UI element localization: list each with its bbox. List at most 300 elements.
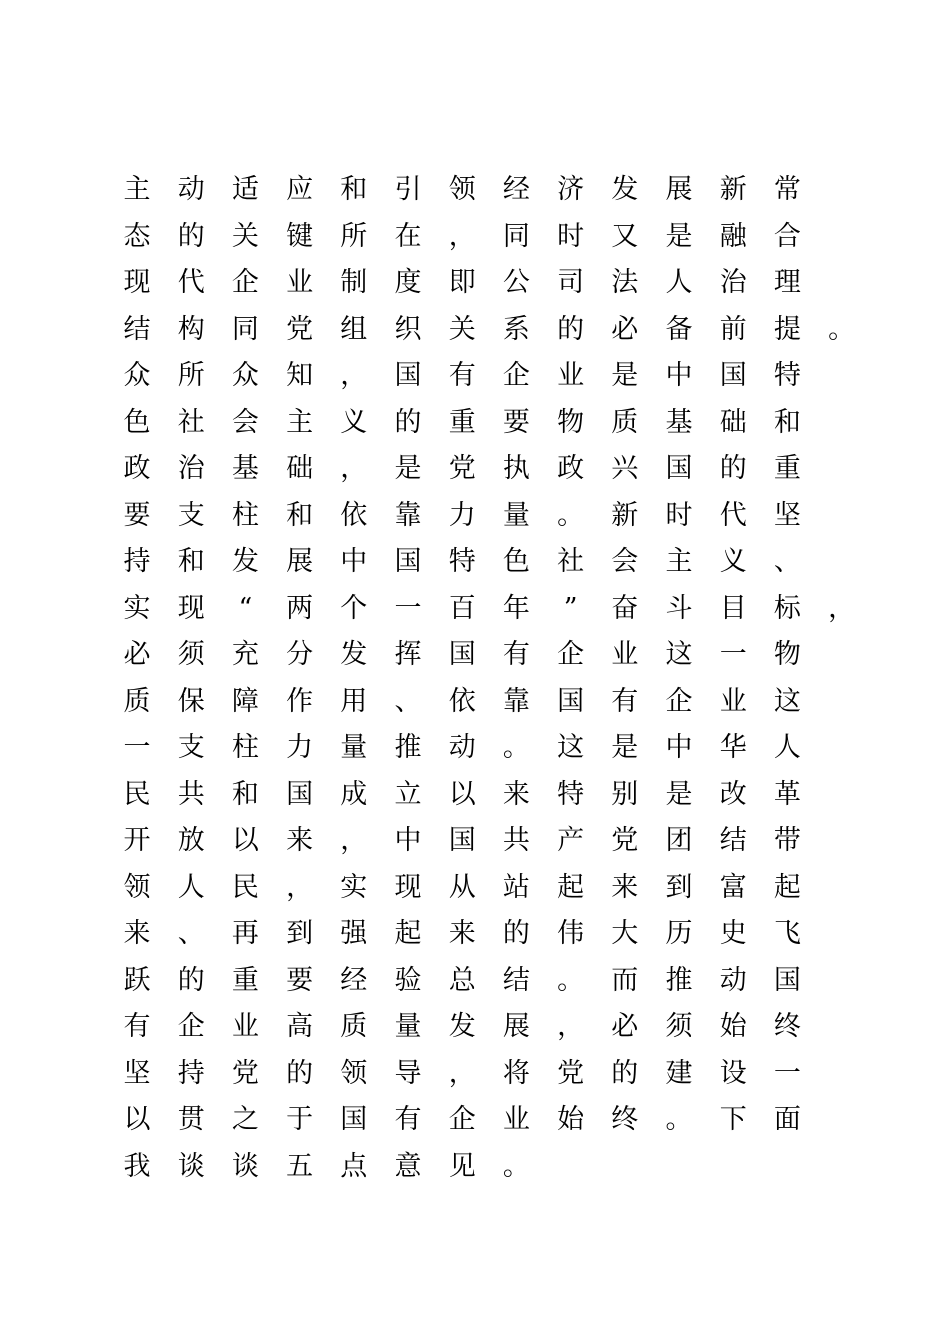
text-glyph: 业 — [502, 1104, 530, 1135]
text-glyph: 众 — [123, 360, 151, 391]
text-line — [110, 353, 870, 400]
text-glyph: 成 — [340, 778, 368, 810]
text-glyph: 而 — [611, 964, 639, 996]
text-glyph: 一 — [394, 592, 422, 624]
text-glyph: 新 — [611, 499, 639, 531]
text-glyph: 是 — [665, 778, 693, 810]
text-glyph: 伟 — [557, 918, 585, 949]
text-line — [110, 1051, 870, 1098]
text-glyph: 以 — [448, 778, 476, 810]
text-glyph: 这 — [773, 685, 801, 717]
text-glyph: 前 — [719, 313, 747, 345]
text-glyph: 大 — [611, 918, 639, 949]
text-glyph: 到 — [665, 871, 693, 903]
text-glyph: 持 — [177, 1057, 205, 1089]
text-glyph: 。 — [502, 732, 530, 763]
text-glyph: 以 — [231, 825, 259, 856]
text-glyph: 有 — [123, 1011, 151, 1042]
text-glyph: 态 — [123, 220, 151, 252]
text-glyph: 适 — [231, 174, 259, 205]
text-glyph: 来 — [286, 825, 314, 856]
text-glyph: 作 — [286, 685, 314, 717]
text-glyph: 要 — [286, 964, 314, 996]
text-line — [110, 865, 870, 912]
text-line — [110, 214, 870, 261]
text-glyph: 量 — [394, 1011, 422, 1042]
text-glyph: 业 — [557, 360, 585, 391]
text-glyph: 党 — [286, 313, 314, 345]
text-glyph: 质 — [123, 685, 151, 717]
text-glyph: ， — [340, 825, 368, 856]
text-glyph: 下 — [719, 1104, 747, 1135]
text-line — [110, 260, 870, 307]
text-glyph: 强 — [340, 918, 368, 949]
text-glyph: 挥 — [394, 639, 422, 670]
text-glyph: 中 — [394, 825, 422, 856]
text-line — [110, 1097, 870, 1144]
text-glyph: 代 — [177, 267, 205, 298]
text-glyph: 国 — [286, 778, 314, 810]
text-glyph: 华 — [719, 732, 747, 763]
text-glyph: 代 — [719, 499, 747, 531]
text-glyph: 团 — [665, 825, 693, 856]
text-glyph: 是 — [611, 360, 639, 391]
text-glyph: 革 — [773, 778, 801, 810]
text-glyph: 所 — [177, 360, 205, 391]
text-glyph: 社 — [177, 406, 205, 438]
text-glyph: 来 — [611, 871, 639, 903]
text-glyph: 依 — [448, 685, 476, 717]
text-glyph: 经 — [340, 964, 368, 996]
text-glyph: 兴 — [611, 453, 639, 484]
text-glyph: 有 — [502, 639, 530, 670]
text-glyph: 和 — [286, 499, 314, 531]
text-glyph: 必 — [611, 313, 639, 345]
text-glyph: ， — [286, 871, 314, 903]
text-glyph: 目 — [719, 592, 747, 624]
text-glyph: 中 — [665, 360, 693, 391]
text-glyph: 高 — [286, 1011, 314, 1042]
text-glyph: 靠 — [502, 685, 530, 717]
text-glyph: 飞 — [773, 918, 801, 949]
text-glyph: 领 — [448, 174, 476, 205]
text-glyph: 。 — [502, 1150, 530, 1182]
text-glyph: 国 — [557, 685, 585, 717]
text-glyph: 法 — [611, 267, 639, 298]
text-glyph: 量 — [502, 499, 530, 531]
text-glyph: 始 — [557, 1104, 585, 1135]
text-glyph: 柱 — [231, 732, 259, 763]
text-glyph: 企 — [557, 639, 585, 670]
text-glyph: 键 — [286, 220, 314, 252]
text-glyph: 政 — [123, 453, 151, 484]
text-glyph: 同 — [231, 313, 259, 345]
text-glyph: 起 — [773, 871, 801, 903]
text-glyph: 党 — [231, 1057, 259, 1089]
text-line — [110, 958, 870, 1005]
text-glyph: 。 — [557, 964, 585, 996]
text-glyph: 业 — [719, 685, 747, 717]
text-glyph: 人 — [665, 267, 693, 298]
text-glyph: 即 — [448, 267, 476, 298]
text-glyph: 别 — [611, 778, 639, 810]
text-glyph: 应 — [286, 174, 314, 205]
text-glyph: 带 — [773, 825, 801, 856]
text-glyph: ， — [340, 453, 368, 484]
text-glyph: 跃 — [123, 964, 151, 996]
text-glyph: 众 — [231, 360, 259, 391]
text-glyph: 来 — [123, 918, 151, 949]
text-glyph: 共 — [177, 778, 205, 810]
text-glyph: 党 — [611, 825, 639, 856]
text-glyph: 国 — [665, 453, 693, 484]
text-glyph: 的 — [611, 1057, 639, 1089]
text-glyph: ， — [557, 1011, 585, 1042]
text-glyph: 物 — [557, 406, 585, 438]
text-glyph: 总 — [448, 964, 476, 996]
text-glyph: 意 — [394, 1150, 422, 1182]
text-glyph: 和 — [231, 778, 259, 810]
text-glyph: 发 — [611, 174, 639, 205]
text-line — [110, 493, 870, 540]
text-glyph: 站 — [502, 871, 530, 903]
text-glyph: 色 — [123, 406, 151, 438]
text-glyph: 会 — [611, 546, 639, 577]
text-glyph: 基 — [665, 406, 693, 438]
text-glyph: 公 — [502, 267, 530, 298]
text-glyph: 。 — [557, 499, 585, 531]
text-glyph: 、 — [394, 685, 422, 717]
text-glyph: 特 — [448, 546, 476, 577]
text-glyph: 现 — [123, 267, 151, 298]
text-glyph: 的 — [286, 1057, 314, 1089]
text-glyph: 业 — [231, 1011, 259, 1042]
text-glyph: 须 — [177, 639, 205, 670]
text-glyph: 理 — [773, 267, 801, 298]
text-glyph: 依 — [340, 499, 368, 531]
text-glyph: 验 — [394, 964, 422, 996]
text-glyph: 改 — [719, 778, 747, 810]
text-line — [110, 772, 870, 819]
text-glyph: 国 — [448, 639, 476, 670]
text-glyph: 支 — [177, 732, 205, 763]
text-glyph: 要 — [123, 499, 151, 531]
text-glyph: 合 — [773, 220, 801, 252]
text-glyph: 障 — [231, 685, 259, 717]
text-glyph: 提 — [773, 313, 801, 345]
text-glyph: 年 — [502, 592, 530, 624]
text-glyph: 从 — [448, 871, 476, 903]
text-glyph: 必 — [123, 639, 151, 670]
text-glyph: 谈 — [231, 1150, 259, 1182]
text-line — [110, 586, 870, 633]
text-glyph: 起 — [394, 918, 422, 949]
text-glyph: 斗 — [665, 592, 693, 624]
text-glyph: 产 — [557, 825, 585, 856]
text-glyph: 又 — [611, 220, 639, 252]
text-glyph: 的 — [502, 918, 530, 949]
text-glyph: 是 — [611, 732, 639, 763]
text-glyph: 组 — [340, 313, 368, 345]
text-glyph: 质 — [340, 1011, 368, 1042]
text-glyph: 和 — [177, 546, 205, 577]
text-glyph: 靠 — [394, 499, 422, 531]
text-glyph: 民 — [123, 778, 151, 810]
text-glyph: 导 — [394, 1057, 422, 1089]
text-glyph: 起 — [557, 871, 585, 903]
text-glyph: 动 — [719, 964, 747, 996]
text-glyph: ， — [828, 592, 856, 624]
text-glyph: 史 — [719, 918, 747, 949]
text-glyph: 主 — [665, 546, 693, 577]
text-glyph: 谈 — [177, 1150, 205, 1182]
text-glyph: 结 — [502, 964, 530, 996]
text-glyph: 知 — [286, 360, 314, 391]
text-glyph: 动 — [448, 732, 476, 763]
text-glyph: 国 — [719, 360, 747, 391]
text-glyph: 一 — [773, 1057, 801, 1089]
text-glyph: 历 — [665, 918, 693, 949]
text-glyph: 企 — [665, 685, 693, 717]
text-glyph: 之 — [231, 1104, 259, 1135]
text-glyph: 推 — [665, 964, 693, 996]
text-glyph: 色 — [502, 546, 530, 577]
text-glyph: 分 — [286, 639, 314, 670]
text-glyph: 领 — [123, 871, 151, 903]
text-glyph: 现 — [177, 592, 205, 624]
text-glyph: 中 — [340, 546, 368, 577]
text-glyph: 来 — [448, 918, 476, 949]
text-glyph: 系 — [502, 313, 530, 345]
text-glyph: 一 — [719, 639, 747, 670]
text-glyph: 时 — [665, 499, 693, 531]
text-glyph: 这 — [665, 639, 693, 670]
text-glyph: 重 — [231, 964, 259, 996]
text-glyph: 经 — [502, 174, 530, 205]
text-glyph: 标 — [773, 592, 801, 624]
text-glyph: 到 — [286, 918, 314, 949]
text-glyph: 领 — [340, 1057, 368, 1089]
text-glyph: 础 — [286, 453, 314, 484]
text-glyph: 的 — [177, 964, 205, 996]
text-glyph: 治 — [177, 453, 205, 484]
text-glyph: 业 — [286, 267, 314, 298]
text-glyph: 以 — [123, 1104, 151, 1135]
text-line — [110, 1144, 870, 1191]
text-glyph: ， — [340, 360, 368, 391]
text-glyph: 这 — [557, 732, 585, 763]
text-glyph: 制 — [340, 267, 368, 298]
text-glyph: 国 — [394, 546, 422, 577]
text-glyph: 充 — [231, 639, 259, 670]
text-glyph: 展 — [286, 546, 314, 577]
text-glyph: 发 — [448, 1011, 476, 1042]
text-glyph: 展 — [502, 1011, 530, 1042]
text-glyph: 织 — [394, 313, 422, 345]
text-glyph: 持 — [123, 546, 151, 577]
text-glyph: 物 — [773, 639, 801, 670]
text-glyph: 国 — [448, 825, 476, 856]
text-glyph: 民 — [231, 871, 259, 903]
text-glyph: 。 — [828, 313, 856, 345]
text-glyph: 结 — [719, 825, 747, 856]
text-glyph: 企 — [231, 267, 259, 298]
text-glyph: 司 — [557, 267, 585, 298]
text-glyph: 党 — [448, 453, 476, 484]
text-glyph: 共 — [502, 825, 530, 856]
text-glyph: 我 — [123, 1150, 151, 1182]
text-glyph: 和 — [773, 406, 801, 438]
text-glyph: 有 — [394, 1104, 422, 1135]
text-glyph: 义 — [719, 546, 747, 577]
text-glyph: 时 — [557, 220, 585, 252]
text-glyph: 国 — [340, 1104, 368, 1135]
text-glyph: 要 — [502, 406, 530, 438]
text-glyph: 治 — [719, 267, 747, 298]
text-glyph: 的 — [177, 220, 205, 252]
text-glyph: 构 — [177, 313, 205, 345]
text-glyph: 国 — [773, 964, 801, 996]
text-glyph: 百 — [448, 592, 476, 624]
text-glyph: 结 — [123, 313, 151, 345]
text-glyph: 坚 — [123, 1057, 151, 1089]
text-glyph: 终 — [773, 1011, 801, 1042]
text-glyph: 展 — [665, 174, 693, 205]
text-glyph: 建 — [665, 1057, 693, 1089]
text-glyph: 来 — [502, 778, 530, 810]
text-glyph: 将 — [502, 1057, 530, 1089]
text-glyph: 五 — [286, 1150, 314, 1182]
text-glyph: 济 — [557, 174, 585, 205]
text-glyph: 所 — [340, 220, 368, 252]
text-glyph: 主 — [123, 174, 151, 205]
text-line — [110, 632, 870, 679]
text-glyph: 党 — [557, 1057, 585, 1089]
text-glyph: 点 — [340, 1150, 368, 1182]
text-glyph: 一 — [123, 732, 151, 763]
text-glyph: 放 — [177, 825, 205, 856]
text-glyph: 质 — [611, 406, 639, 438]
text-glyph: 会 — [231, 406, 259, 438]
text-line — [110, 1004, 870, 1051]
text-glyph: 富 — [719, 871, 747, 903]
text-glyph: 立 — [394, 778, 422, 810]
text-glyph: 力 — [448, 499, 476, 531]
text-glyph: 执 — [502, 453, 530, 484]
text-glyph: 度 — [394, 267, 422, 298]
text-glyph: 是 — [394, 453, 422, 484]
text-glyph: 保 — [177, 685, 205, 717]
text-glyph: 两 — [286, 592, 314, 624]
text-glyph: 同 — [502, 220, 530, 252]
text-glyph: 人 — [773, 732, 801, 763]
text-glyph: 发 — [231, 546, 259, 577]
text-line — [110, 446, 870, 493]
text-glyph: 备 — [665, 313, 693, 345]
text-glyph: 、 — [177, 918, 205, 949]
text-glyph: 企 — [448, 1104, 476, 1135]
text-glyph: 贯 — [177, 1104, 205, 1135]
text-glyph: 的 — [557, 313, 585, 345]
text-glyph: 推 — [394, 732, 422, 763]
text-glyph: 力 — [286, 732, 314, 763]
text-glyph: 终 — [611, 1104, 639, 1135]
text-glyph: 柱 — [231, 499, 259, 531]
text-glyph: 人 — [177, 871, 205, 903]
text-glyph: 。 — [665, 1104, 693, 1135]
text-glyph: 主 — [286, 406, 314, 438]
text-line — [110, 725, 870, 772]
text-glyph: 动 — [177, 174, 205, 205]
text-glyph: 用 — [340, 685, 368, 717]
text-glyph: 和 — [340, 174, 368, 205]
text-glyph: 中 — [665, 732, 693, 763]
text-line — [110, 539, 870, 586]
text-glyph: 有 — [611, 685, 639, 717]
text-glyph: 开 — [123, 825, 151, 856]
text-line — [110, 679, 870, 726]
text-glyph: 特 — [773, 360, 801, 391]
text-line — [110, 911, 870, 958]
text-glyph: 始 — [719, 1011, 747, 1042]
text-glyph: 常 — [773, 174, 801, 205]
text-glyph: 实 — [340, 871, 368, 903]
text-glyph: ， — [448, 220, 476, 252]
text-glyph: 是 — [665, 220, 693, 252]
text-glyph: 个 — [340, 592, 368, 624]
text-glyph: 支 — [177, 499, 205, 531]
text-glyph: 融 — [719, 220, 747, 252]
text-glyph: “ — [238, 592, 253, 624]
text-glyph: 于 — [286, 1104, 314, 1135]
text-glyph: 的 — [394, 406, 422, 438]
text-glyph: 面 — [773, 1104, 801, 1135]
text-glyph: 重 — [448, 406, 476, 438]
text-glyph: 关 — [231, 220, 259, 252]
text-glyph: 坚 — [773, 499, 801, 531]
text-glyph: 量 — [340, 732, 368, 763]
text-glyph: 特 — [557, 778, 585, 810]
text-glyph: 的 — [719, 453, 747, 484]
text-glyph: 础 — [719, 406, 747, 438]
text-line — [110, 307, 870, 354]
text-glyph: 见 — [448, 1150, 476, 1182]
text-glyph: 实 — [123, 592, 151, 624]
document-body — [110, 167, 870, 1190]
text-glyph: 业 — [611, 639, 639, 670]
text-glyph: 有 — [448, 360, 476, 391]
text-glyph: 发 — [340, 639, 368, 670]
text-glyph: 政 — [557, 453, 585, 484]
text-glyph: 须 — [665, 1011, 693, 1042]
text-line — [110, 818, 870, 865]
text-glyph: 关 — [448, 313, 476, 345]
text-glyph: 奋 — [611, 592, 639, 624]
text-glyph: ” — [563, 592, 578, 624]
text-glyph: 国 — [394, 360, 422, 391]
text-line — [110, 400, 870, 447]
text-glyph: 引 — [394, 174, 422, 205]
text-glyph: 义 — [340, 406, 368, 438]
text-glyph: 新 — [719, 174, 747, 205]
text-glyph: 企 — [502, 360, 530, 391]
text-glyph: 基 — [231, 453, 259, 484]
text-glyph: 现 — [394, 871, 422, 903]
text-glyph: 重 — [773, 453, 801, 484]
text-glyph: 企 — [177, 1011, 205, 1042]
text-glyph: 设 — [719, 1057, 747, 1089]
text-glyph: 再 — [231, 918, 259, 949]
